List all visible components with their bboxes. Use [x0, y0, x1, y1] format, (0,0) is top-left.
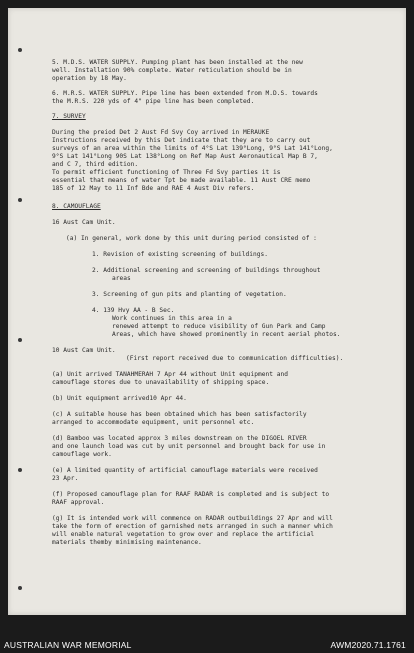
unit-10-heading: 10 Aust Cam Unit. [52, 347, 116, 354]
unit-10-para-c-2: arranged to accommodate equipment, unit personnel etc. [52, 419, 255, 426]
unit-10-para-f-1: (f) Proposed camouflage plan for RAAF RADAR is completed and is subject to [52, 491, 330, 498]
archive-footer [0, 615, 414, 653]
section-7-line-8: 185 of 12 May to 11 Inf Bde and RAE 4 Aust Div refers. [52, 185, 255, 192]
section-7-line-6: To permit efficient functioning of Three Fd Svy parties it is [52, 169, 281, 176]
unit-10-para-d-2: and one launch load was cut by unit personnel and brought back for use in [52, 443, 326, 450]
unit-10-para-g-1: (g) It is intended work will commence on RADAR outbuildings 27 Apr and will [52, 515, 333, 522]
unit-10-para-e-2: 23 Apr. [52, 475, 79, 482]
section-7-line-4: 9°S Lat 141°Long 90S Lat 138°Long on Ref Map Aust Aeronautical Map B 7, [52, 153, 318, 160]
unit-10-para-g-4: materials themby minimising maintenance. [52, 539, 202, 546]
unit-10-para-b: (b) Unit equipment arrived10 Apr 44. [52, 395, 187, 402]
unit-10-para-g-2: take the form of erection of garnished nets arranged in such a manner which [52, 523, 333, 530]
unit-16-item-2b: areas [112, 275, 131, 282]
unit-10-note: (First report received due to communication difficulties). [126, 355, 344, 362]
unit-10-para-d-1: (d) Bamboo was located approx 3 miles downstream on the DIGOEL RIVER [52, 435, 307, 442]
unit-16-item-3: 3. Screening of gun pits and planting of vegetation. [92, 291, 287, 298]
punch-hole [18, 338, 22, 342]
institution-label: AUSTRALIAN WAR MEMORIAL [4, 640, 132, 650]
accession-number: AWM2020.71.1761 [330, 640, 406, 650]
section-5-line-3: operation by 18 May. [52, 75, 127, 82]
punch-hole [18, 586, 22, 590]
unit-16-item-4a: 4. 139 Hvy AA - B Sec. [92, 307, 175, 314]
section-7-line-1: During the preiod Det 2 Aust Fd Svy Coy arrived in MERAUKE [52, 129, 270, 136]
unit-16-item-2a: 2. Additional screening and screening of buildings throughout [92, 267, 321, 274]
unit-10-para-d-3: camouflage work. [52, 451, 112, 458]
unit-16-item-4b: Work continues in this area in a [112, 315, 232, 322]
section-7-heading: 7. SURVEY [52, 113, 86, 120]
punch-hole [18, 48, 22, 52]
section-6-line-1: 6. M.R.S. WATER SUPPLY. Pipe line has been extended from M.D.S. towards [52, 90, 318, 97]
unit-10-para-a-2: camouflage stores due to unavailability of shipping space. [52, 379, 270, 386]
unit-16-item-4c: renewed attempt to reduce visibility of Gun Park and Camp [112, 323, 326, 330]
section-8-heading: 8. CAMOUFLAGE [52, 203, 101, 210]
unit-10-para-f-2: RAAF approval. [52, 499, 105, 506]
unit-10-para-a-1: (a) Unit arrived TANAHMERAH 7 Apr 44 without Unit equipment and [52, 371, 288, 378]
unit-10-para-c-1: (c) A suitable house has been obtained which has been satisfactorily [52, 411, 307, 418]
section-6-line-2: the M.R.S. 220 yds of 4" pipe line has been completed. [52, 98, 255, 105]
section-7-line-2: Instructions received by this Det indicate that they are to carry out [52, 137, 311, 144]
unit-16-heading: 16 Aust Cam Unit. [52, 219, 116, 226]
unit-10-para-e-1: (e) A limited quantity of artificial camouflage materials were received [52, 467, 318, 474]
document-page [8, 8, 406, 615]
unit-16-para-a: (a) In general, work done by this unit during period consisted of : [66, 235, 317, 242]
unit-16-item-1: 1. Revision of existing screening of buildings. [92, 251, 269, 258]
section-7-line-3: surveys of an area within the limits of 4°S Lat 139°Long, 9°S Lat 141°Long, [52, 145, 333, 152]
section-5-line-2: well. Installation 90% complete. Water reticulation should be in [52, 67, 292, 74]
punch-hole [18, 198, 22, 202]
section-5-line-1: 5. M.D.S. WATER SUPPLY. Pumping plant has been installed at the new [52, 59, 303, 66]
section-7-line-5: and C 7, third edition. [52, 161, 139, 168]
unit-10-para-g-3: will enable natural vegetation to grow over and replace the artificial [52, 531, 315, 538]
unit-16-item-4d: Areas, which have showed prominently in recent aerial photos. [112, 331, 341, 338]
punch-hole [18, 468, 22, 472]
section-7-line-7: essential that means of water Tpt be made available. 11 Aust CRE memo [52, 177, 311, 184]
